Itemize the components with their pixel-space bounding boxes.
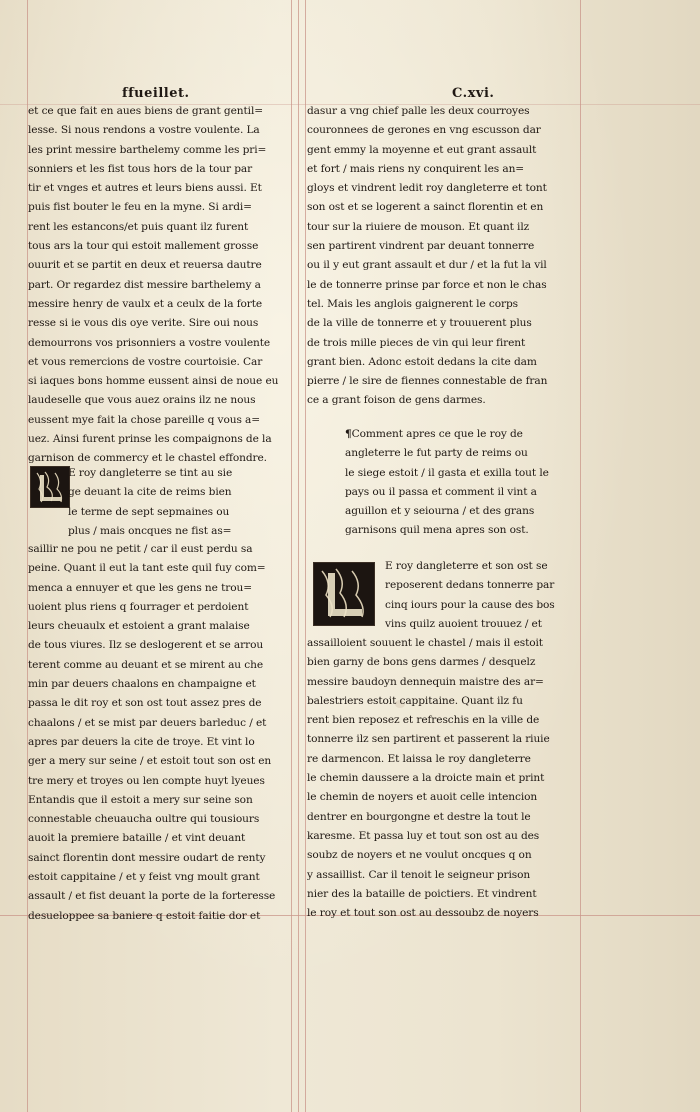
column-rule-center [298,0,299,1112]
text-line: chaalons / et se mist par deuers barleduc / et [28,716,267,729]
text-line: apres par deuers la cite de troye. Et vint lo [28,735,255,748]
text-line: messire baudoyn dennequin maistre des ar= [307,675,544,688]
text-line: son ost et se logerent a sainct florentin et en [307,201,544,214]
right-column-text [307,102,583,411]
right-column-continued [307,634,583,923]
right-dropcap-text [385,557,585,634]
text-line: Entandis que il estoit a mery sur seine son [28,793,253,806]
column-rule-right [305,0,306,1112]
text-line: re darmencon. Et laissa le roy dangleterre [307,752,531,765]
text-line: ger a mery sur seine / et estoit tout son ost en [28,755,272,768]
running-head-right: C.xvi. [452,86,495,101]
chapter-heading-line: angleterre le fut party de reims ou [345,447,528,460]
left-column-text [28,102,292,469]
text-line: et fort / mais riens ny conquirent les an= [307,162,525,175]
text-line: le roy et tout son ost au dessoubz de noyers [307,907,539,920]
text-line: bien garny de bons gens darmes / desquelz [307,656,536,669]
text-line: et ce que fait en aues biens de grant gentil= [28,105,264,117]
text-line: terent comme au deuant et se mirent au che [28,658,264,671]
text-line: les print messire barthelemy comme les pri= [28,143,267,156]
text-line: assault / et fist deuant la porte de la forteresse [28,890,276,903]
chapter-heading-line: garnisons quil mena apres son ost. [345,524,529,537]
text-line: grant bien. Adonc estoit dedans la cite dam [307,355,537,368]
text-line: menca a ennuyer et que les gens ne trou= [28,581,252,594]
text-line: uoient plus riens q fourrager et perdoient [28,600,249,613]
text-line: tonnerre ilz sen partirent et passerent la riuie [307,733,550,746]
chapter-heading [345,425,585,541]
text-line: gloys et vindrent ledit roy dangleterre et tont [307,182,547,195]
text-line: tir et vnges et autres et leurs biens aussi. Et [28,182,262,195]
text-line: tous ars la tour qui estoit mallement grosse [28,240,259,253]
text-line: desueloppee sa baniere q estoit faitie dor et [28,909,261,922]
text-line: de trois mille pieces de vin qui leur firent [307,336,526,349]
text-line: saillir ne pou ne petit / car il eust perdu sa [28,543,253,555]
decorated-initial-l-icon [313,562,375,626]
text-line: karesme. Et passa luy et tout son ost au des [307,829,540,842]
text-line: passa le dit roy et son ost tout assez pres de [28,697,262,710]
text-line: reposerent dedans tonnerre par [385,579,555,592]
text-line: laudeselle que vous auez orains ilz ne nous [28,394,256,407]
text-line: le terme de sept sepmaines ou [68,505,230,518]
text-line: si iaques bons homme eussent ainsi de noue eu [28,375,279,388]
text-line: de tous viures. Ilz se deslogerent et se arrou [28,639,264,652]
text-line: le de tonnerre prinse par force et non le chas [307,278,547,291]
text-line: ge deuant la cite de reims bien [68,486,232,499]
text-line: E roy dangleterre se tint au sie [68,467,233,479]
text-line: rent les estancons/et puis quant ilz furent [28,220,249,233]
text-line: vins quilz auoient trouuez / et [385,617,542,630]
text-line: nier des la bataille de poictiers. Et vindrent [307,887,537,900]
text-line: estoit cappitaine / et y feist vng moult grant [28,871,260,884]
text-line: min par deuers chaalons en champaigne et [28,678,256,691]
text-line: uez. Ainsi furent prinse les compaignons de la [28,433,272,446]
text-line: resse si ie vous dis oye verite. Sire oui nous [28,317,259,330]
chapter-heading-line: aguillon et y seiourna / et des grans [345,505,535,518]
text-line: E roy dangleterre et son ost se [385,560,548,572]
text-line: et vous remercions de vostre courtoisie. Car [28,355,263,368]
text-line: tour sur la riuiere de mouson. Et quant ilz [307,220,530,233]
chapter-heading-line [345,425,585,444]
text-line: demourrons vos prisonniers a vostre voulente [28,336,271,349]
chapter-heading-text: Comment apres ce que le roy de [351,428,523,440]
left-column-continued [28,540,292,926]
text-line: ce a grant foison de gens darmes. [307,394,486,407]
text-line: sen partirent vindrent par deuant tonnerre [307,240,535,253]
text-line: ou il y eut grant assault et dur / et la fut la vil [307,259,547,272]
text-line: tel. Mais les anglois gaignerent le corps [307,297,519,310]
text-line: peine. Quant il eut la tant este quil fuy com= [28,562,266,575]
left-dropcap-text [28,464,292,541]
text-line: lesse. Si nous rendons a vostre voulente. La [28,124,260,137]
text-line: balestriers estoit cappitaine. Quant ilz fu [307,694,523,707]
text-line: y assaillist. Car il tenoit le seigneur prison [307,868,531,881]
text-line: rent bien reposez et refreschis en la ville de [307,714,540,727]
chapter-heading-line: pays ou il passa et comment il vint a [345,485,537,498]
text-line: assailloient souuent le chastel / mais il estoit [307,637,543,649]
text-line: plus / mais oncques ne fist as= [68,524,232,537]
text-line: auoit la premiere bataille / et vint deuant [28,832,246,845]
text-line: sonniers et les fist tous hors de la tour par [28,162,253,175]
text-line: part. Or regardez dist messire barthelemy a [28,278,261,291]
text-line: de la ville de tonnerre et y trouuerent plus [307,317,532,330]
running-head-left: ffueillet. [122,86,190,101]
chapter-heading-line: le siege estoit / il gasta et exilla tout le [345,466,549,479]
text-line: eussent mye fait la chose pareille q vous a= [28,413,261,426]
text-line: connestable cheuaucha oultre qui tousiours [28,813,260,826]
text-line: dentrer en bourgongne et destre la tout le [307,810,531,823]
text-line: sainct florentin dont messire oudart de renty [28,851,266,864]
text-line: ouurit et se partit en deux et reuersa dautre [28,259,262,272]
text-line: soubz de noyers et ne voulut oncques q on [307,849,532,862]
text-line: garnison de commercy et le chastel effondre. [28,452,267,465]
pilcrow-icon: ¶ [345,428,352,440]
text-line: puis fist bouter le feu en la myne. Si ardi= [28,201,252,214]
text-line: leurs cheuaulx et estoient a grant malaise [28,620,250,633]
text-line: gent emmy la moyenne et eut grant assault [307,143,537,156]
text-line: cinq iours pour la cause des bos [385,598,555,611]
text-line: pierre / le sire de fiennes connestable de fran [307,375,548,388]
text-line: tre mery et troyes ou len compte huyt lyeues [28,774,265,787]
text-line: couronnees de gerones en vng escusson dar [307,124,541,137]
text-line: messire henry de vaulx et a ceulx de la forte [28,297,263,310]
text-line: le chemin de noyers et auoit celle intencion [307,791,538,804]
text-line: dasur a vng chief palle les deux courroyes [307,105,530,117]
text-line: le chemin daussere a la droicte main et print [307,772,545,785]
